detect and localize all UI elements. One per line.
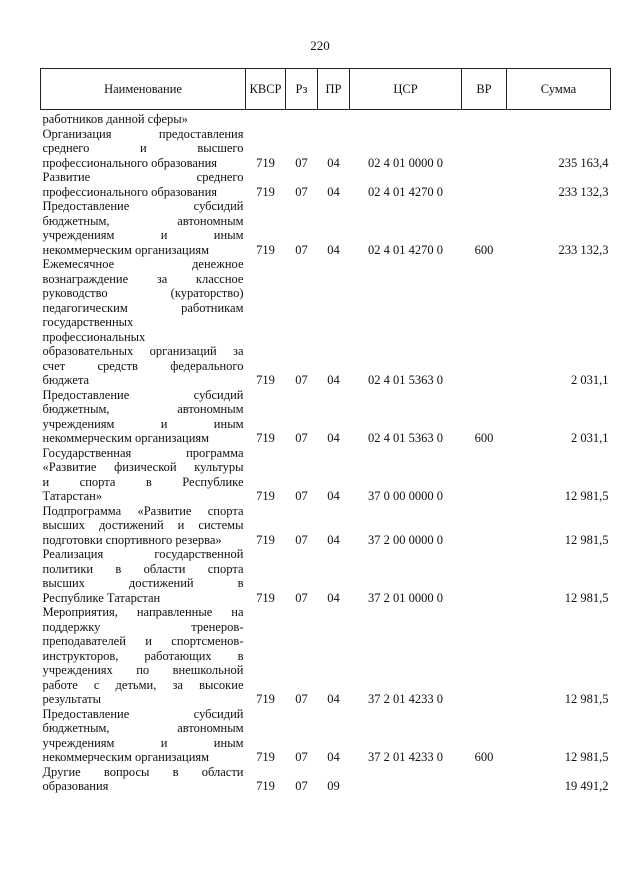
row-csr: 37 2 00 0000 0 (368, 532, 443, 547)
row-rz: 07 (295, 373, 308, 387)
row-name-line: профессионального образования (42, 155, 218, 170)
table-row (41, 199, 611, 257)
row-name-line: высших достижений в (42, 576, 244, 590)
row-name (41, 388, 246, 446)
row-sum: 233 132,3 (558, 242, 609, 257)
row-name (41, 547, 246, 605)
row-csr: 02 4 01 0000 0 (368, 155, 443, 170)
row-name-line: образовательных организаций за (42, 344, 244, 358)
row-vr (462, 765, 507, 794)
table-row (41, 605, 611, 707)
table-row (41, 446, 611, 504)
table-row (41, 707, 611, 765)
row-name-line: Государственная программа (42, 445, 244, 460)
row-name-line: Развитие среднего (42, 170, 244, 184)
row-csr: 37 2 01 4233 0 (368, 692, 443, 706)
row-sum: 12 981,5 (564, 590, 609, 605)
row-name-line: учреждениям и иным (42, 416, 244, 431)
row-name-line: бюджета (42, 373, 90, 387)
row-name-line: Республике Татарстан (42, 590, 161, 605)
header-rz: Рз (286, 69, 318, 110)
row-kvsr: 719 (256, 779, 275, 793)
table-row (41, 112, 611, 127)
row-rz: 07 (295, 155, 308, 170)
row-rz: 07 (295, 184, 308, 199)
row-kvsr: 719 (256, 590, 275, 605)
row-name-line: поддержку тренеров- (42, 619, 244, 634)
row-name (41, 707, 246, 765)
row-name (41, 127, 246, 171)
row-rz (286, 112, 318, 127)
row-name (41, 199, 246, 257)
row-csr (350, 765, 462, 794)
row-name-line: государственных (42, 315, 134, 329)
row-name-line: учреждениям и иным (42, 735, 244, 750)
row-csr: 02 4 01 5363 0 (368, 431, 443, 445)
row-name-line: подготовки спортивного резерва» (42, 532, 222, 547)
table-row (41, 170, 611, 199)
row-vr (462, 605, 507, 707)
header-vr: ВР (462, 69, 507, 110)
row-name (41, 257, 246, 388)
table-row (41, 547, 611, 605)
row-name-line: бюджетным, автономным (42, 213, 244, 228)
row-name-line: высших достижений и системы (42, 518, 244, 532)
row-sum: 12 981,5 (564, 532, 609, 547)
row-name-line: образования (42, 779, 109, 793)
row-sum: 12 981,5 (564, 489, 609, 503)
row-csr: 37 2 01 4233 0 (368, 750, 443, 764)
row-rz: 07 (295, 532, 308, 547)
header-csr: ЦСР (350, 69, 462, 110)
table-header (41, 69, 611, 110)
row-sum: 12 981,5 (564, 692, 609, 706)
row-pr (318, 112, 350, 127)
table-row (41, 127, 611, 171)
row-name-line: Подпрограмма «Развитие спорта (42, 503, 244, 518)
row-name-line: Татарстан» (42, 489, 103, 503)
row-sum: 2 031,1 (571, 431, 609, 445)
row-name-line: некоммерческим организациям (42, 242, 210, 257)
row-name-line: «Развитие физической культуры (42, 460, 244, 474)
row-sum: 233 132,3 (558, 184, 609, 199)
row-name-line: Предоставление субсидий (42, 706, 244, 721)
header-pr: ПР (318, 69, 350, 110)
row-vr: 600 (474, 750, 494, 764)
row-sum: 19 491,2 (564, 779, 609, 793)
row-csr: 02 4 01 4270 0 (368, 242, 443, 257)
row-vr: 600 (474, 431, 494, 445)
row-kvsr: 719 (256, 184, 275, 199)
row-name (41, 765, 246, 794)
row-name-line: Предоставление субсидий (42, 387, 244, 402)
table-body (41, 110, 611, 794)
row-name-line: учреждениях по внешкольной (42, 663, 244, 677)
row-vr (462, 547, 507, 605)
row-vr (462, 127, 507, 171)
row-kvsr: 719 (256, 155, 275, 170)
table-row (41, 388, 611, 446)
row-rz: 07 (295, 692, 308, 706)
row-kvsr: 719 (256, 692, 275, 706)
page-number: 220 (310, 38, 330, 53)
header-name: Наименование (41, 69, 246, 110)
row-name-line: Другие вопросы в области (42, 764, 244, 779)
row-pr: 09 (327, 779, 340, 793)
row-pr: 04 (327, 692, 340, 706)
row-vr (462, 112, 507, 127)
row-name-line: и спорта в Республике (42, 474, 244, 489)
row-sum (507, 112, 611, 127)
row-name-line: Мероприятия, направленные на (42, 605, 244, 619)
row-name-line: Реализация государственной (42, 547, 244, 561)
row-vr: 600 (474, 242, 494, 257)
table-row (41, 257, 611, 388)
header-sum: Сумма (507, 69, 611, 110)
row-rz: 07 (295, 242, 308, 257)
row-name-line: профессионального образования (42, 184, 218, 199)
row-sum: 235 163,4 (558, 155, 609, 170)
row-pr: 04 (327, 373, 340, 387)
row-pr: 04 (327, 242, 340, 257)
table-row (41, 765, 611, 794)
row-vr (462, 170, 507, 199)
row-name-line: руководство (кураторство) (42, 286, 244, 300)
row-sum: 12 981,5 (564, 750, 609, 764)
row-sum: 2 031,1 (571, 373, 609, 387)
row-name-line: некоммерческим организациям (42, 431, 210, 445)
row-pr: 04 (327, 750, 340, 764)
row-name-line: Предоставление субсидий (42, 199, 244, 213)
row-name-line: Организация предоставления (42, 126, 244, 141)
row-name (41, 112, 246, 127)
row-name (41, 504, 246, 548)
row-kvsr: 719 (256, 431, 275, 445)
row-name (41, 170, 246, 199)
row-csr: 02 4 01 4270 0 (368, 184, 443, 199)
row-name-line: среднего и высшего (42, 141, 244, 155)
table-row (41, 504, 611, 548)
row-name-line: профессиональных (42, 329, 146, 344)
row-name-line: работе с детьми, за высокие (42, 677, 244, 692)
row-name-line: бюджетным, автономным (42, 402, 244, 416)
row-rz: 07 (295, 489, 308, 503)
row-kvsr: 719 (256, 373, 275, 387)
row-pr: 04 (327, 489, 340, 503)
row-csr: 37 0 00 0000 0 (368, 489, 443, 503)
row-name (41, 605, 246, 707)
row-name-line: политики в области спорта (42, 561, 244, 576)
row-name-line: работников данной сферы» (42, 112, 188, 126)
row-kvsr (246, 112, 286, 127)
row-rz: 07 (295, 779, 308, 793)
row-pr: 04 (327, 184, 340, 199)
row-pr: 04 (327, 590, 340, 605)
budget-table (40, 68, 611, 794)
row-name-line: вознаграждение за классное (42, 271, 244, 286)
row-vr (462, 446, 507, 504)
row-rz: 07 (295, 590, 308, 605)
header-kvsr: КВСР (246, 69, 286, 110)
row-name-line: преподавателей и спортсменов- (42, 634, 244, 648)
row-name-line: счет средств федерального (42, 358, 244, 373)
row-name-line: учреждениям и иным (42, 228, 244, 242)
row-pr: 04 (327, 532, 340, 547)
row-csr (350, 112, 462, 127)
row-rz: 07 (295, 431, 308, 445)
row-pr: 04 (327, 155, 340, 170)
row-csr: 37 2 01 0000 0 (368, 590, 443, 605)
row-name-line: инструкторов, работающих в (42, 648, 244, 663)
row-vr (462, 504, 507, 548)
row-vr (462, 257, 507, 388)
row-kvsr: 719 (256, 489, 275, 503)
row-kvsr: 719 (256, 532, 275, 547)
row-name-line: некоммерческим организациям (42, 750, 210, 764)
row-name-line: Ежемесячное денежное (42, 257, 244, 271)
row-csr: 02 4 01 5363 0 (368, 373, 443, 387)
row-name-line: педагогическим работникам (42, 300, 244, 315)
row-name (41, 446, 246, 504)
row-kvsr: 719 (256, 242, 275, 257)
row-rz: 07 (295, 750, 308, 764)
row-name-line: результаты (42, 692, 101, 706)
row-name-line: бюджетным, автономным (42, 721, 244, 735)
row-kvsr: 719 (256, 750, 275, 764)
row-pr: 04 (327, 431, 340, 445)
